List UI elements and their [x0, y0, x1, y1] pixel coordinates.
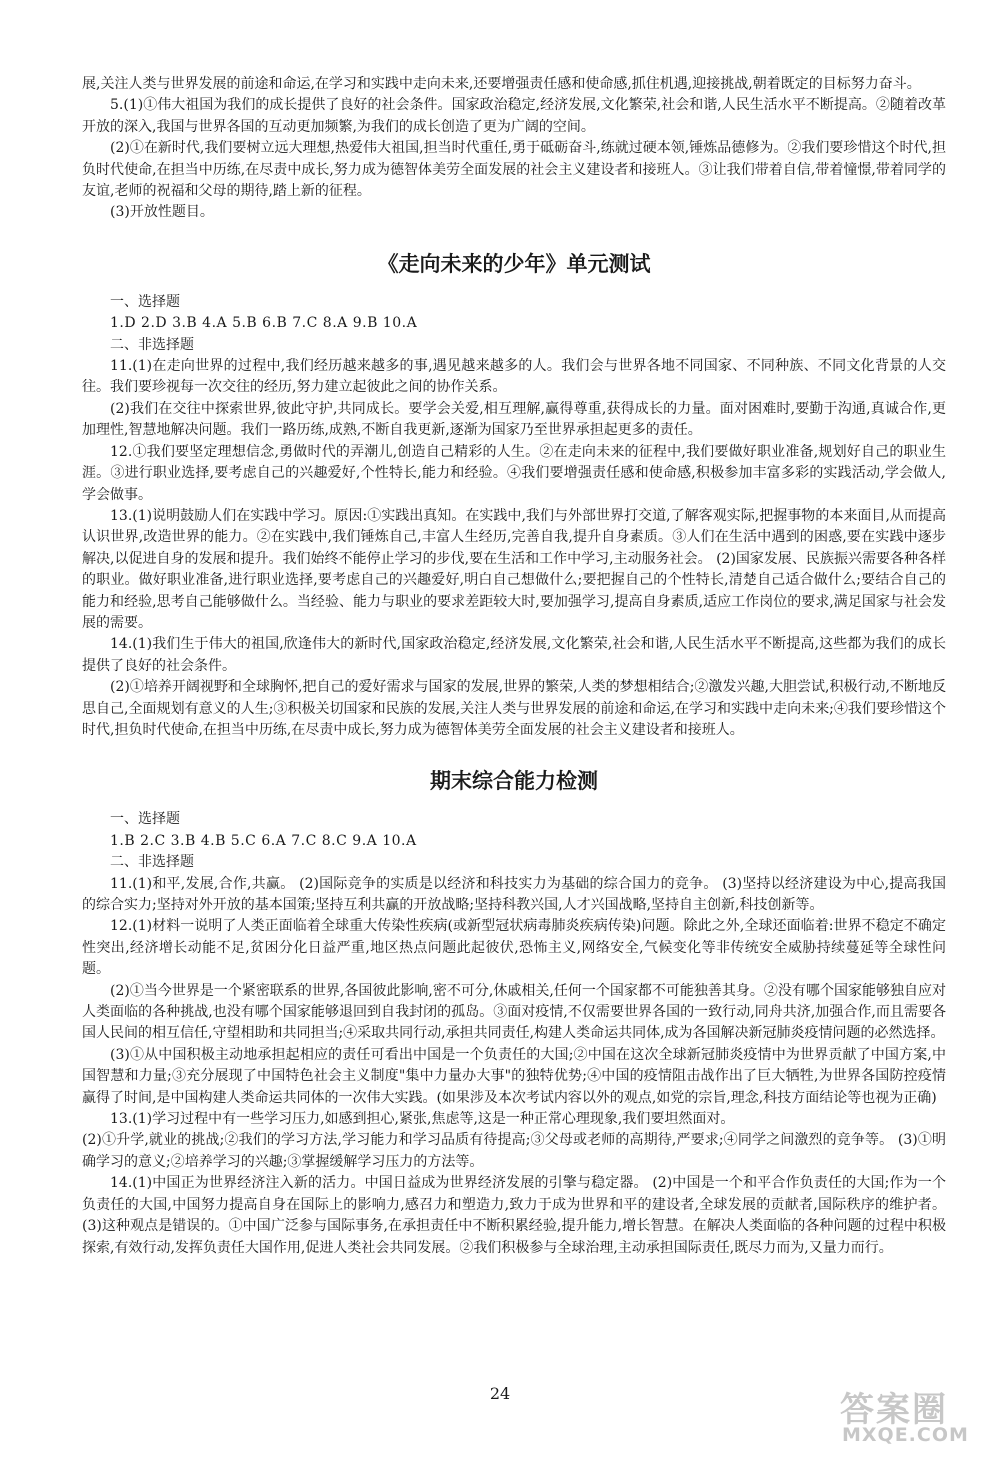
- final-question-13-part-2: (2)①升学,就业的挑战;②我们的学习方法,学习能力和学习品质有待提高;③父母或老师的高期待,严要求;④同学之间激烈的竞争等。 (3)①明确学习的意义;②培养学习的兴趣;③掌握缓解学习压力的方法等。: [82, 1132, 946, 1170]
- unit-nonchoice-label: 二、非选择题: [110, 336, 194, 353]
- final-question-12-part-3: (3)①从中国积极主动地承担起相应的责任可看出中国是一个负责任的大国;②中国在这次全球新冠肺炎疫情中为世界贡献了中国方案,中国智慧和力量;③充分展现了中国特色社会主义制度"集中力量办大事"的独特优势;④中国的疫情阻击战作出了巨大牺牲,为世界各国防控疫情赢得了时间,是中国构建人类命运共同体的一次伟大实践。(如果涉及本次考试内容以外的观点,如党的宗旨,理念,科技方面结论等也视为正确): [82, 1046, 946, 1106]
- final-test-title: 期末综合能力检测: [430, 769, 598, 794]
- watermark-cn: 答案圈: [840, 1390, 948, 1430]
- final-choice-label: 一、选择题: [110, 811, 180, 828]
- unit-choice-answers: 1.D 2.D 3.B 4.A 5.B 6.B 7.C 8.A 9.B 10.A: [110, 315, 418, 332]
- page-number: 24: [489, 1384, 511, 1403]
- final-question-12-part-1: 12.(1)材料一说明了人类正面临着全球重大传染性疾病(或新型冠状病毒肺炎疾病传染)问题。除此之外,全球还面临着:世界不稳定不确定性突出,经济增长动能不足,贫困分化日益严重,地区热点问题此起彼伏,恐怖主义,网络安全,气候变化等非传统安全威胁持续蔓延等全球性问题。: [82, 918, 946, 978]
- unit-question-12: 12.①我们要坚定理想信念,勇做时代的弄潮儿,创造自己精彩的人生。②在走向未来的征程中,我们要做好职业准备,规划好自己的职业生涯。③进行职业选择,要考虑自己的兴趣爱好,个性特长,能力和经验。④我们要增强责任感和使命感,积极参加丰富多彩的实践活动,学会做人,学会做事。: [82, 443, 946, 503]
- unit-question-11-part-2: (2)我们在交往中探索世界,彼此守护,共同成长。要学会关爱,相互理解,赢得尊重,获得成长的力量。面对困难时,要勤于沟通,真诚合作,更加理性,智慧地解决问题。我们一路历练,成熟,不断自我更新,逐渐为国家乃至世界承担起更多的责任。: [82, 400, 946, 439]
- final-choice-answers: 1.B 2.C 3.B 4.B 5.C 6.A 7.C 8.C 9.A 10.A: [110, 832, 417, 849]
- final-question-14: 14.(1)中国正为世界经济注入新的活力。中国日益成为世界经济发展的引擎与稳定器。 (2)中国是一个和平合作负责任的大国;作为一个负责任的大国,中国努力提高自身在国际上的影响力,感召力和塑造力,致力于成为世界和平的建设者,全球发展的贡献者,国际秩序的维护者。 (3)这种观点是错误的。①中国广泛参与国际事务,在承担责任中不断积累经验,提升能力,增长智慧。在解决人类面临的各种问题的过程中积极探索,有效行动,发挥负责任大国作用,促进人类社会共同发展。②我们积极参与全球治理,主动承担国际责任,既尽力而为,又量力而行。: [82, 1175, 946, 1256]
- unit-question-14-part-1: 14.(1)我们生于伟大的祖国,欣逢伟大的新时代,国家政治稳定,经济发展,文化繁荣,社会和谐,人民生活水平不断提高,这些都为我们的成长提供了良好的社会条件。: [82, 636, 946, 674]
- page-content: [82, 74, 946, 1259]
- unit-test-title: 《走向未来的少年》单元测试: [377, 251, 651, 276]
- unit-question-14-part-2: (2)①培养开阔视野和全球胸怀,把自己的爱好需求与国家的发展,世界的繁荣,人类的梦想相结合;②激发兴趣,大胆尝试,积极行动,不断地反思自己,全面规划有意义的人生;③积极关切国家和民族的发展,关注人类与世界发展的前途和命运,在学习和实践中走向未来;④我们要珍惜这个时代,担负时代使命,在担当中历练,在尽责中成长,努力成为德智体美劳全面发展的社会主义建设者和接班人。: [82, 679, 946, 738]
- intro-question-5-part-1: 5.(1)①伟大祖国为我们的成长提供了良好的社会条件。国家政治稳定,经济发展,文化繁荣,社会和谐,人民生活水平不断提高。②随着改革开放的深入,我国与世界各国的互动更加频繁,为我们的成长创造了更为广阔的空间。: [82, 97, 946, 135]
- intro-question-5-part-3: (3)开放性题目。: [110, 204, 214, 221]
- final-question-11: 11.(1)和平,发展,合作,共赢。 (2)国际竞争的实质是以经济和科技实力为基础的综合国力的竞争。 (3)坚持以经济建设为中心,提高我国的综合实力;坚持对外开放的基本国策;坚持互利共赢的开放战略;坚持科教兴国,人才兴国战略,坚持自主创新,科技创新等。: [82, 875, 946, 913]
- unit-choice-label: 一、选择题: [110, 293, 180, 310]
- watermark-logo: [834, 1382, 986, 1450]
- intro-paragraph-continued: 展,关注人类与世界发展的前途和命运,在学习和实践中走向未来,还要增强责任感和使命感,抓住机遇,迎接挑战,朝着既定的目标努力奋斗。: [82, 76, 921, 92]
- final-question-12-part-2: (2)①当今世界是一个紧密联系的世界,各国彼此影响,密不可分,休戚相关,任何一个国家都不可能独善其身。②没有哪个国家能够独自应对人类面临的各种挑战,也没有哪个国家能够退回到自我封闭的孤岛。③面对疫情,不仅需要世界各国的一致行动,同舟共济,加强合作,而且需要各国人民间的相互信任,守望相助和共同担当;④采取共同行动,承担共同责任,构建人类命运共同体,成为各国解决新冠肺炎疫情问题的必然选择。: [82, 982, 946, 1042]
- final-question-13-part-1: 13.(1)学习过程中有一些学习压力,如感到担心,紧张,焦虑等,这是一种正常心理现象,我们要坦然面对。: [110, 1111, 735, 1128]
- unit-question-13: 13.(1)说明鼓励人们在实践中学习。原因:①实践出真知。在实践中,我们与外部世界打交道,了解客观实际,把握事物的本来面目,从而提高认识世界,改造世界的能力。②在实践中,我们锤炼自己,丰富人生经历,完善自我,提升自身素质。③人们在生活中遇到的困惑,要在实践中逐步解决,以促进自身的发展和提升。我们始终不能停止学习的步伐,要在生活和工作中学习,主动服务社会。 (2)国家发展、民族振兴需要各种各样的职业。做好职业准备,进行职业选择,要考虑自己的兴趣爱好,明白自己想做什么;要把握自己的个性特长,清楚自己适合做什么;要结合自己的能力和经验,思考自己能够做什么。当经验、能力与职业的要求差距较大时,要加强学习,提高自身素质,适应工作岗位的要求,满足国家与社会发展的需要。: [82, 507, 946, 631]
- unit-question-11-part-1: 11.(1)在走向世界的过程中,我们经历越来越多的事,遇见越来越多的人。我们会与世界各地不同国家、不同种族、不同文化背景的人交往。我们要珍视每一次交往的经历,努力建立起彼此之间的协作关系。: [82, 358, 946, 396]
- intro-question-5-part-2: (2)①在新时代,我们要树立远大理想,热爱伟大祖国,担当时代重任,勇于砥砺奋斗,练就过硬本领,锤炼品德修为。②我们要珍惜这个时代,担负时代使命,在担当中历练,在尽责中成长,努力成为德智体美劳全面发展的社会主义建设者和接班人。③让我们带着自信,带着憧憬,带着同学的友谊,老师的祝福和父母的期待,踏上新的征程。: [82, 140, 946, 200]
- final-nonchoice-label: 二、非选择题: [110, 854, 194, 871]
- watermark-en: MXQE.COM: [842, 1424, 969, 1446]
